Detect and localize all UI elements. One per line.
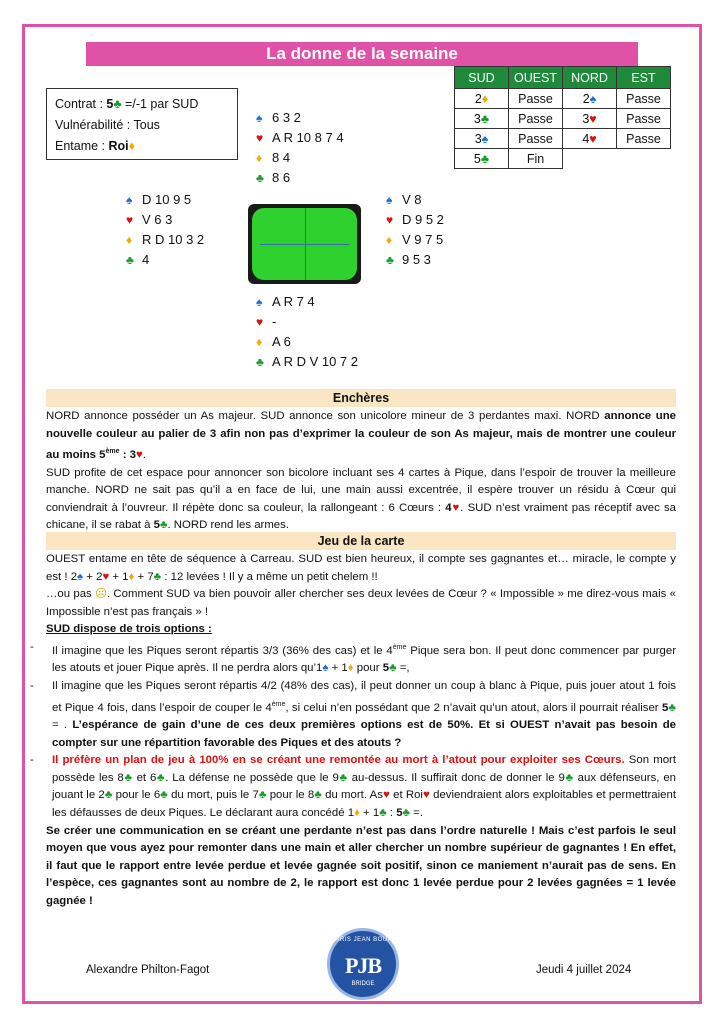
heart-icon: ♥: [256, 315, 264, 329]
spade-icon: ♠: [256, 295, 263, 309]
heart-icon: ♥: [422, 789, 430, 802]
option-2: - Il imagine que les Piques seront répartis 4/2 (48% des cas), il peut donner un coup à blanc à Pique, puis jouer atout 1 fois et Pique 4 fois, dans l’espoir de couper le 4ème, si celui n’en possédant que 2 n’avait qu’un atout, alors il pourrait réaliser 5♣ = . L’espérance de gain d’une de ces deux premières options est de 50%. Et si OUEST n’avait pas besoin de compter sur une répartition favorable des Piques et des atouts ?: [30, 679, 677, 749]
nord-clubs: 8 6: [272, 170, 291, 185]
auction-cell-sud: 3♠: [455, 129, 509, 149]
auction-table: [454, 66, 671, 169]
club-icon: ♣: [123, 771, 133, 784]
est-diamonds: V 9 7 5: [402, 232, 444, 247]
heart-icon: ♥: [382, 789, 390, 802]
auction-header-nord: NORD: [563, 67, 617, 89]
contract-line: [55, 94, 229, 115]
sud-spades: A R 7 4: [272, 294, 315, 309]
auction-cell-sud: 2♦: [455, 89, 509, 109]
heart-icon: ♥: [126, 213, 134, 227]
club-icon: ♣: [104, 789, 113, 802]
heart-icon: ♥: [386, 213, 394, 227]
auction-cell-sud: 3♣: [455, 109, 509, 129]
lead-value: Roi: [108, 139, 129, 153]
nord-diamonds: 8 4: [272, 150, 291, 165]
diamond-icon: ♦: [354, 806, 360, 819]
club-icon: ♣: [386, 253, 394, 267]
club-icon: ♣: [126, 253, 134, 267]
club-icon: ♣: [480, 111, 490, 126]
auction-cell-nord: 2♠: [563, 89, 617, 109]
club-icon: ♣: [156, 771, 166, 784]
spade-icon: ♠: [481, 131, 489, 146]
ouest-diamonds: R D 10 3 2: [142, 232, 205, 247]
spade-icon: ♠: [322, 662, 329, 675]
auction-cell-ouest: Passe: [509, 109, 563, 129]
auction-row: [455, 129, 671, 149]
diamond-icon: ♦: [128, 139, 136, 153]
encheres-text: [46, 408, 676, 535]
jeu-heading: Jeu de la carte: [46, 532, 676, 550]
heart-icon: ♥: [256, 131, 264, 145]
auction-cell-ouest: Fin: [509, 149, 563, 169]
ouest-clubs: 4: [142, 252, 150, 267]
table-felt: [252, 208, 357, 280]
author-name: Alexandre Philton-Fagot: [86, 964, 210, 976]
options-heading: SUD dispose de trois options :: [46, 623, 212, 636]
heart-icon: ♥: [589, 131, 597, 146]
encheres-heading: Enchères: [46, 389, 676, 407]
lead-line: [55, 136, 229, 157]
diamond-icon: ♦: [256, 151, 263, 165]
club-logo: [327, 928, 399, 1000]
ouest-spades: D 10 9 5: [142, 192, 192, 207]
club-icon: ♣: [258, 789, 267, 802]
club-icon: ♣: [160, 789, 168, 802]
auction-cell-est: Passe: [617, 109, 671, 129]
club-icon: ♣: [564, 771, 574, 784]
encheres-paragraph-1: NORD annonce posséder un As majeur. SUD annonce son unicolore mineur de 3 perdantes maxi. NORD annonce une nouvelle couleur au palier de 3 afin non pas d’exprimer la couleur de son As majeur, mais de montrer une couleur au moins 5ème : 3♥.: [46, 410, 676, 461]
option-3: - Il préfère un plan de jeu à 100% en se créant une remontée au mort à l’atout pour exploiter ses Cœurs. Son mort possède les 8♣ et 6♣. La défense ne possède que le 9♣ au-dessus. Il suffirait donc de donner le 9♣ aux défenseurs, en jouant le 2♣ pour le 6♣ du mort, puis le 7♣ pour le 8♣ du mort. As♥ et Roi♥ deviendraient alors exploitables et permettraient les défausses de deux Piques. Le déclarant aura concédé 1♦ + 1♣ : 5♣ =.: [30, 754, 676, 819]
jeu-paragraph-1: OUEST entame en tête de séquence à Carreau. SUD est bien heureux, il compte ses gagnantes et… miracle, le compte y est ! 2♠ + 2♥ + 1♦ + 7♣ : 12 levées ! Il y a même un petit chelem !!: [46, 553, 676, 583]
lead-label: Entame :: [55, 139, 109, 153]
diamond-icon: ♦: [386, 233, 393, 247]
est-clubs: 9 5 3: [402, 252, 431, 267]
spade-icon: ♠: [126, 193, 133, 207]
club-icon: ♣: [402, 806, 411, 819]
contract-box: [46, 88, 238, 160]
club-icon: ♣: [389, 662, 397, 675]
club-icon: ♣: [668, 701, 677, 714]
heart-icon: ♥: [136, 448, 143, 461]
club-icon: ♣: [379, 806, 387, 819]
club-icon: ♣: [256, 355, 264, 369]
diamond-icon: ♦: [126, 233, 133, 247]
auction-cell-ouest: Passe: [509, 89, 563, 109]
card-table: [248, 204, 361, 284]
jeu-text: [30, 551, 677, 910]
auction-cell-est: Passe: [617, 129, 671, 149]
logo-ring-text: PARIS JEAN BOUIN: [331, 937, 395, 943]
spade-icon: ♠: [256, 111, 263, 125]
hand-nord: [256, 108, 344, 188]
auction-cell-nord: [563, 149, 617, 169]
auction-cell-ouest: Passe: [509, 129, 563, 149]
club-icon: ♣: [338, 771, 348, 784]
diamond-icon: ♦: [256, 335, 263, 349]
publication-date: Jeudi 4 juillet 2024: [536, 964, 632, 976]
nord-spades: 6 3 2: [272, 110, 301, 125]
logo-monogram: PJB: [344, 953, 382, 978]
hand-ouest: [126, 190, 204, 270]
est-spades: V 8: [402, 192, 422, 207]
vulnerability-line: Vulnérabilité : Tous: [55, 118, 160, 132]
club-icon: ♣: [113, 97, 122, 111]
sud-clubs: A R D V 10 7 2: [272, 354, 358, 369]
auction-row: [455, 89, 671, 109]
auction-row: [455, 109, 671, 129]
hand-est: [386, 190, 444, 270]
auction-row: [455, 149, 671, 169]
auction-header-ouest: OUEST: [509, 67, 563, 89]
auction-cell-est: Passe: [617, 89, 671, 109]
auction-cell-sud: 5♣: [455, 149, 509, 169]
page-title: La donne de la semaine: [86, 42, 638, 66]
club-icon: ♣: [314, 789, 322, 802]
auction-cell-nord: 4♥: [563, 129, 617, 149]
auction-cell-nord: 3♥: [563, 109, 617, 129]
sud-diamonds: A 6: [272, 334, 291, 349]
logo-subtitle: BRIDGE: [351, 981, 375, 987]
contract-value: 5: [106, 97, 114, 111]
heart-icon: ♥: [102, 570, 110, 583]
spade-icon: ♠: [589, 91, 597, 106]
est-hearts: D 9 5 2: [402, 212, 444, 227]
sad-face-icon: ☹: [95, 588, 107, 601]
club-icon: ♣: [159, 519, 168, 532]
diamond-icon: ♦: [128, 570, 135, 583]
auction-header-est: EST: [617, 67, 671, 89]
ouest-hearts: V 6 3: [142, 212, 173, 227]
club-icon: ♣: [480, 151, 490, 166]
spade-icon: ♠: [386, 193, 393, 207]
hand-sud: [256, 292, 358, 372]
auction-header-sud: SUD: [455, 67, 509, 89]
diamond-icon: ♦: [481, 91, 489, 106]
nord-hearts: A R 10 8 7 4: [272, 130, 344, 145]
sud-hearts: -: [272, 314, 277, 329]
heart-icon: ♥: [589, 111, 597, 126]
conclusion-paragraph: Se créer une communication en se créant une perdante n’est pas dans l’ordre naturelle ! Mais c’est parfois le seul moyen que vous ayez pour remonter dans une main et aller chercher un nombre supérieur de gagnantes ! En effet, il faut que le rapport entre levée perdue et levée gagnée soit positif, sinon ce maniement n’aurait pas de sens. En l’espèce, ces gagnantes sont au nombre de 2, le rapport est donc 1 levée perdue pour 2 levées gagnées = 1 levée gagnée !: [46, 824, 676, 907]
option-1: - Il imagine que les Piques seront répartis 3/3 (36% des cas) et le 4ème Pique sera bon. Il peut donc commencer par purger les atouts et jouer Pique après. Il ne perdra alors qu’1♠ + 1♦ pour 5♣ =,: [30, 640, 676, 675]
contract-detail: =/-1 par SUD: [121, 97, 199, 111]
spade-icon: ♠: [77, 570, 84, 583]
encheres-paragraph-2: SUD profite de cet espace pour annoncer son bicolore incluant ses 4 cartes à Pique, dans l’espoir de trouver la meilleure manche. NORD ne sait pas qu’il a en face de lui, une main aussi excentrée, il espère trouver un résidu à Cœur qui conviendrait à l’ouvreur. Il répète donc sa couleur, la rallongeant : 6 Cœurs : 4♥. SUD n’est vraiment pas réceptif avec sa chicane, il se rabat à 5♣. NORD rend les armes.: [46, 466, 677, 532]
auction-cell-est: [617, 149, 671, 169]
club-icon: ♣: [256, 171, 264, 185]
club-icon: ♣: [153, 570, 162, 583]
diamond-icon: ♦: [347, 662, 354, 675]
contract-label: Contrat :: [55, 97, 107, 111]
heart-icon: ♥: [451, 501, 461, 514]
jeu-paragraph-2: …ou pas ☹. Comment SUD va bien pouvoir aller chercher ses deux levées de Cœur ? « Impossible » me direz-vous mais « Impossible n’est pas français » !: [46, 588, 676, 618]
